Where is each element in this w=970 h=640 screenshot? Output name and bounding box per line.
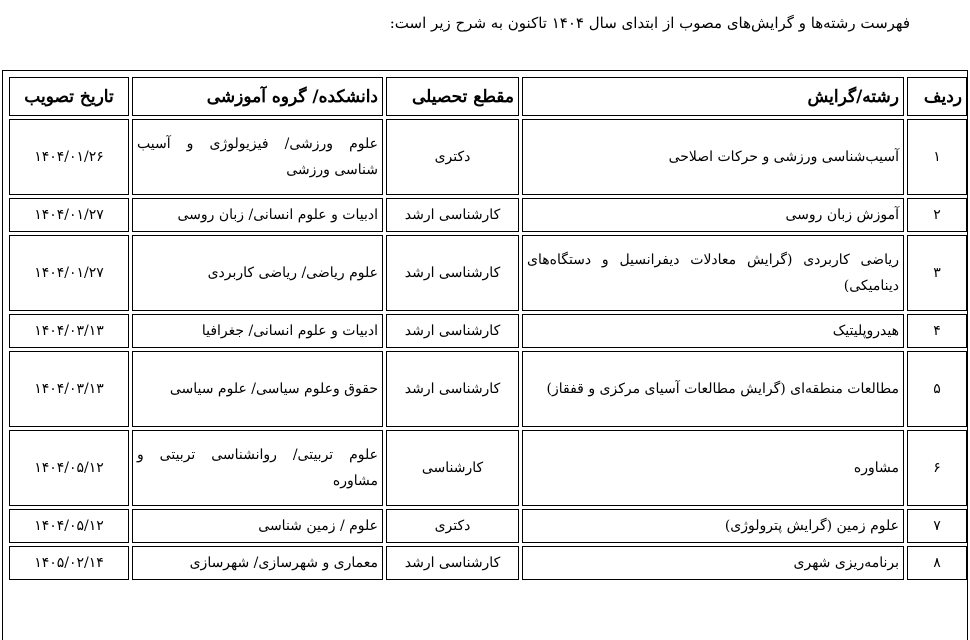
table-row (9, 119, 967, 195)
cell-major: آموزش زبان روسی (522, 198, 904, 232)
table-row (9, 509, 967, 543)
cell-department: معماری و شهرسازی/ شهرسازی (132, 546, 383, 580)
cell-row-number: ۷ (907, 509, 967, 543)
cell-approval-date: ۱۴۰۴/۰۵/۱۲ (9, 430, 129, 506)
cell-row-number: ۲ (907, 198, 967, 232)
cell-row-number: ۱ (907, 119, 967, 195)
cell-approval-date: ۱۴۰۵/۰۲/۱۴ (9, 546, 129, 580)
cell-approval-date: ۱۴۰۴/۰۵/۱۲ (9, 509, 129, 543)
cell-row-number: ۴ (907, 314, 967, 348)
table-row (9, 546, 967, 580)
header-approval-date: تاریخ تصویب (9, 77, 129, 116)
cell-degree: کارشناسی ارشد (386, 235, 519, 311)
cell-degree: کارشناسی (386, 430, 519, 506)
intro-text: فهرست رشته‌ها و گرایش‌های مصوب از ابتدای سال ۱۴۰۴ تاکنون به شرح زیر است: (389, 14, 910, 32)
cell-approval-date: ۱۴۰۴/۰۱/۲۶ (9, 119, 129, 195)
header-degree: مقطع تحصیلی (386, 77, 519, 116)
cell-major: علوم زمین (گرایش پترولوژی) (522, 509, 904, 543)
cell-approval-date: ۱۴۰۴/۰۳/۱۳ (9, 351, 129, 427)
approved-majors-table (6, 74, 970, 583)
cell-row-number: ۵ (907, 351, 967, 427)
cell-major: آسیب‌شناسی ورزشی و حرکات اصلاحی (522, 119, 904, 195)
cell-department: ادبیات و علوم انسانی/ جغرافیا (132, 314, 383, 348)
cell-degree: کارشناسی ارشد (386, 546, 519, 580)
table-row (9, 351, 967, 427)
cell-major: برنامه‌ریزی شهری (522, 546, 904, 580)
cell-department: علوم / زمین شناسی (132, 509, 383, 543)
cell-department: علوم ریاضی/ ریاضی کاربردی (132, 235, 383, 311)
cell-department: ادبیات و علوم انسانی/ زبان روسی (132, 198, 383, 232)
cell-approval-date: ۱۴۰۴/۰۳/۱۳ (9, 314, 129, 348)
header-row-number: ردیف (907, 77, 967, 116)
cell-degree: کارشناسی ارشد (386, 198, 519, 232)
cell-degree: دکتری (386, 509, 519, 543)
table-header-row (9, 77, 967, 116)
cell-department: علوم تربیتی/ روانشناسی تربیتی و مشاوره (132, 430, 383, 506)
table-row (9, 314, 967, 348)
cell-row-number: ۸ (907, 546, 967, 580)
cell-degree: دکتری (386, 119, 519, 195)
cell-major: هیدروپلیتیک (522, 314, 904, 348)
cell-row-number: ۳ (907, 235, 967, 311)
cell-approval-date: ۱۴۰۴/۰۱/۲۷ (9, 198, 129, 232)
table-row (9, 235, 967, 311)
header-major: رشته/گرایش (522, 77, 904, 116)
cell-department: حقوق وعلوم سیاسی/ علوم سیاسی (132, 351, 383, 427)
cell-degree: کارشناسی ارشد (386, 351, 519, 427)
header-department: دانشکده/ گروه آموزشی (132, 77, 383, 116)
table-row (9, 198, 967, 232)
cell-major: مطالعات منطقه‌ای (گرایش مطالعات آسیای مرکزی و قفقاز) (522, 351, 904, 427)
cell-degree: کارشناسی ارشد (386, 314, 519, 348)
cell-major: ریاضی کاربردی (گرایش معادلات دیفرانسیل و دستگاه‌های دینامیکی) (522, 235, 904, 311)
table-row (9, 430, 967, 506)
cell-approval-date: ۱۴۰۴/۰۱/۲۷ (9, 235, 129, 311)
cell-major: مشاوره (522, 430, 904, 506)
cell-department: علوم ورزشی/ فیزیولوژی و آسیب شناسی ورزشی (132, 119, 383, 195)
cell-row-number: ۶ (907, 430, 967, 506)
